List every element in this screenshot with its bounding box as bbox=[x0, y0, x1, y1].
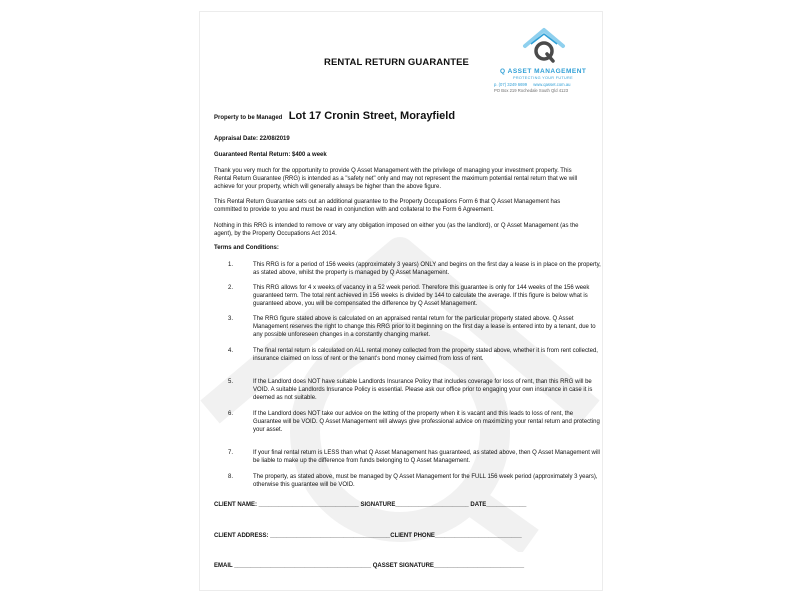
property-label: Property to be Managed bbox=[214, 115, 283, 121]
intro-paragraph: Thank you very much for the opportunity to provide Q Asset Management with the privilege of managing your investment property. This Rental Return Guarantee (RRG) is intended as a "safety net" only and may not represent the maximum potential rental return that we will achieve for your property, which will generally always be higher than the above figure. bbox=[214, 168, 578, 190]
term-text: If your final rental return is LESS than what Q Asset Management has guaranteed, as stated above, then Q Asset Management will be liable to make up the difference from funds belonging to Q Asset Management. bbox=[253, 450, 600, 464]
term-number: 1. bbox=[228, 262, 234, 268]
term-text: The RRG figure stated above is calculated on an appraised rental return for the particular property stated above. Q Asset Management reserves the right to change this RRG prior to it beginning on the first day a lease is entered into by a tenant, due to any possible unforeseen changes in a constantly changing market. bbox=[253, 316, 596, 338]
term-number: 5. bbox=[228, 379, 234, 385]
term-item bbox=[228, 449, 602, 465]
term-text: This RRG allows for 4 x weeks of vacancy in a 52 week period. Therefore this guarantee is only for 144 weeks of the 156 week guaranteed term. The total rent achieved in 156 weeks is divided by 144 to calculate the average. If this figure is below what is guaranteed above, you will be compensated the difference by Q Asset Management. bbox=[253, 285, 590, 307]
property-address: Lot 17 Cronin Street, Morayfield bbox=[288, 110, 456, 122]
company-logo bbox=[492, 26, 596, 116]
term-text: If the Landlord does NOT have suitable Landlords Insurance Policy that includes coverage for loss of rent, than this RRG will be VOID. A suitable Landlords Insurance Policy is essential. Please ask our office prior to engaging your own insurance in case it is deemed as not suitable. bbox=[253, 379, 593, 401]
term-item bbox=[228, 410, 602, 434]
term-item bbox=[228, 261, 602, 277]
term-number: 2. bbox=[228, 285, 234, 291]
company-phone: p. (07) 3249 6699 bbox=[494, 82, 528, 87]
company-website[interactable]: www.qasset.com.au bbox=[533, 82, 571, 87]
term-number: 6. bbox=[228, 411, 234, 417]
terms-heading: Terms and Conditions: bbox=[214, 245, 279, 251]
company-contact bbox=[494, 82, 575, 87]
form6-paragraph: This Rental Return Guarantee sets out an additional guarantee to the Property Occupations Form 6 that Q Asset Management has committed to provide to you and must be read in conjunction with and collateral to the Form 6 Agreement. bbox=[214, 199, 561, 213]
guaranteed-return: Guaranteed Rental Return: $400 a week bbox=[214, 152, 327, 158]
term-text: If the Landlord does NOT take our advice on the letting of the property when it is vacant and this leads to loss of rent, the Guarantee will be VOID. Q Asset Management will always give professional advice on maximizing your rental return and protecting your asset. bbox=[253, 411, 600, 433]
term-item bbox=[228, 315, 602, 339]
house-q-logo-icon bbox=[522, 26, 566, 66]
term-item bbox=[228, 378, 602, 402]
property-row bbox=[214, 106, 455, 124]
client-name-signature-date-line[interactable]: CLIENT NAME: ______________________________ SIGNATURE______________________ DATE____________ bbox=[214, 502, 527, 508]
document-page bbox=[200, 12, 602, 590]
appraisal-date: Appraisal Date: 22/08/2019 bbox=[214, 136, 290, 142]
term-item bbox=[228, 347, 602, 363]
company-address: PO Box 219 Rochedale South Qld 4123 bbox=[494, 88, 569, 93]
term-number: 4. bbox=[228, 348, 234, 354]
company-tagline: PROTECTING YOUR FUTURE bbox=[513, 76, 573, 80]
obligation-paragraph: Nothing in this RRG is intended to remove or vary any obligation imposed on either you (as the landlord), or Q Asset Management (as the agent), by the Property Occupations Act 2014. bbox=[214, 223, 579, 237]
term-number: 7. bbox=[228, 450, 234, 456]
client-address-phone-line[interactable]: CLIENT ADDRESS: ____________________________________CLIENT PHONE__________________________ bbox=[214, 533, 522, 539]
document-title: RENTAL RETURN GUARANTEE bbox=[324, 57, 469, 68]
term-text: The property, as stated above, must be managed by Q Asset Management for the FULL 156 week period (approximately 3 years), otherwise this guarantee will be VOID. bbox=[253, 474, 598, 488]
term-item bbox=[228, 473, 602, 489]
term-number: 8. bbox=[228, 474, 234, 480]
term-text: The final rental return is calculated on ALL rental money collected from the property stated above, whether it is from rent collected, insurance claimed on loss of rent or the tenant's bond money claimed from loss of rent. bbox=[253, 348, 598, 362]
term-number: 3. bbox=[228, 316, 234, 322]
term-text: This RRG is for a period of 156 weeks (approximately 3 years) ONLY and begins on the first day a lease is in place on the property, as stated above, whilst the property is managed by Q Asset Management. bbox=[253, 262, 601, 276]
email-qasset-signature-line[interactable]: EMAIL _________________________________________ QASSET SIGNATURE___________________________ bbox=[214, 563, 525, 569]
term-item bbox=[228, 284, 602, 308]
company-name: Q ASSET MANAGEMENT bbox=[500, 68, 587, 75]
